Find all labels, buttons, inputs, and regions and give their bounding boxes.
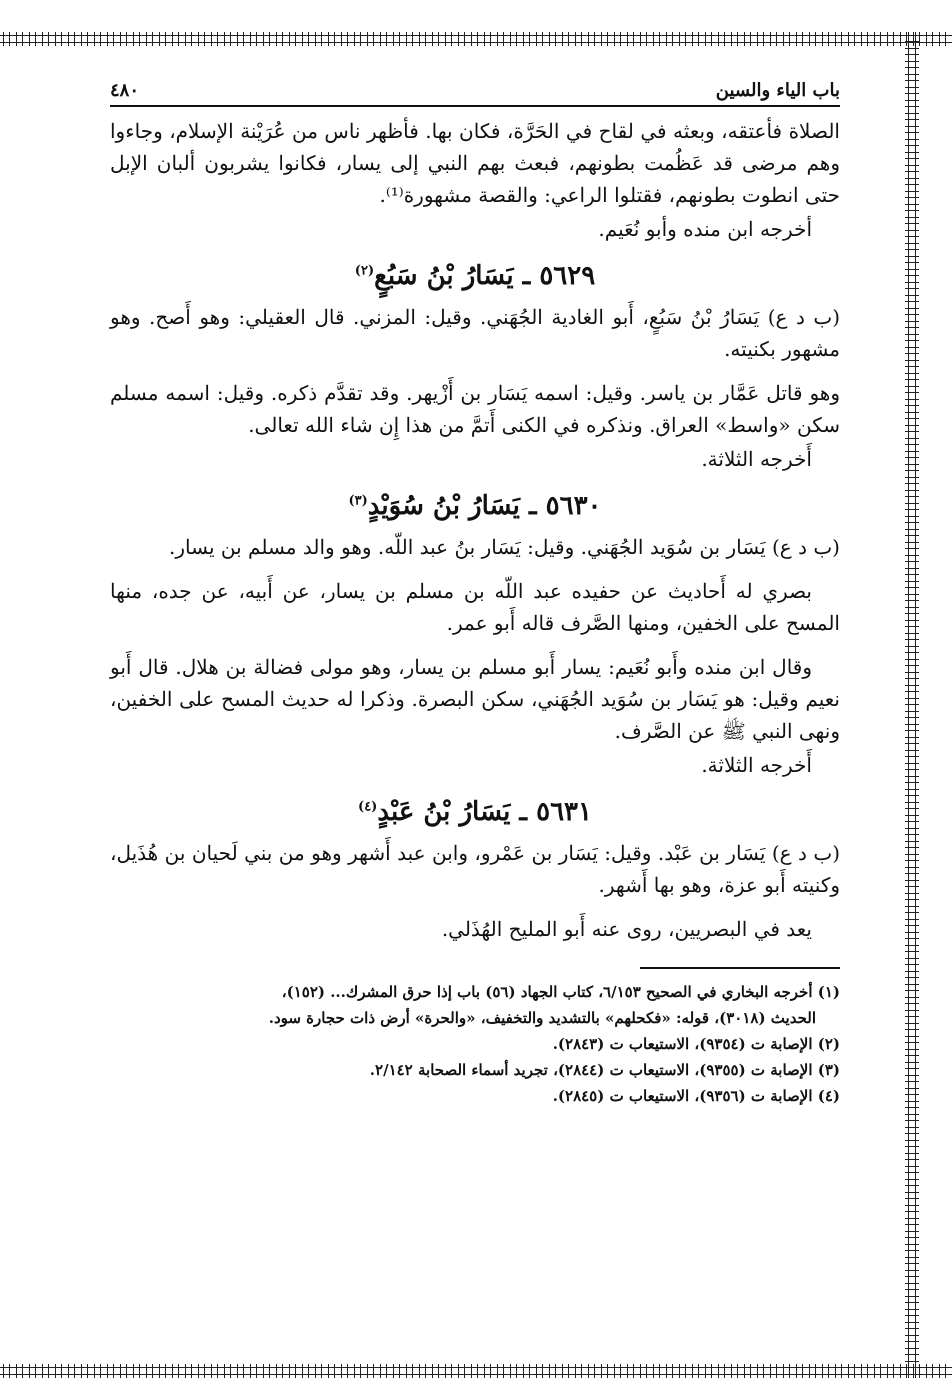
- intro-attribution: أخرجه ابن منده وأبو نُعَيم.: [598, 217, 812, 241]
- footnote: (٤) الإصابة ت (٩٣٥٦)، الاستيعاب ت (٢٨٤٥).: [552, 1087, 840, 1105]
- footnote-ref: (٣): [348, 493, 368, 509]
- page-content: [110, 80, 840, 1109]
- entry-title: ٥٦٣٠ ـ يَسَارُ بْنُ سُوَيْدٍ$^{(٣)}$: [348, 491, 602, 521]
- entry-paragraph: يعد في البصريين، روى عنه أَبو المليح الهُذَلي.: [441, 917, 812, 941]
- footnote-ref: (٢): [354, 263, 375, 279]
- footnotes: [110, 979, 840, 1109]
- footnote-continuation: الحديث (٣٠١٨)، قوله: «فكحلهم» بالتشديد والتخفيف، «والحرة» أرض ذات حجارة سود.: [268, 1009, 816, 1027]
- footnote: (٢) الإصابة ت (٩٣٥٤)، الاستيعاب ت (٢٨٤٣).: [552, 1035, 840, 1053]
- entry-attribution: أَخرجه الثلاثة.: [701, 753, 812, 777]
- page-number: ٤٨٠: [110, 80, 140, 101]
- entry-paragraph: (ب د ع) يَسَار بن سُوَيد الجُهَني. وقيل: يَسَار بنُ عبد اللّه. وهو والد مسلم بن يسار.: [169, 535, 840, 559]
- entry-paragraph: (ب د ع) يَسَارُ بْنُ سَبُعٍ، أَبو الغادية الجُهَني. وقيل: المزني. قال العقيلي: وهو أَصح. وهو مشهور بكنيته.: [110, 305, 840, 361]
- entry-paragraph: وقال ابن منده وأَبو نُعَيم: يسار أَبو مسلم بن يسار، وهو مولى فضالة بن هلال. قال أَبو نعيم وقيل: هو يَسَار بن سُوَيد الجُهَني، سكن البصرة. وذكرا له حديث المسح على الخفين، ونهى النبي ﷺ عن الصَّرف.: [110, 655, 840, 743]
- entry-paragraph: وهو قاتل عَمَّار بن ياسر. وقيل: اسمه يَسَار بن أَزْيهر. وقد تقدَّم ذكره. وقيل: اسمه مسلم سكن «واسط» العراق. ونذكره في الكنى أَتمَّ من هذا إِن شاء الله تعالى.: [110, 381, 840, 437]
- footnote-ref: (٤): [358, 799, 378, 815]
- page-header: [110, 80, 840, 107]
- entry-title: ٥٦٢٩ ـ يَسَارُ بْنُ سَبُعٍ$^{(٢)}$: [354, 261, 596, 291]
- decorative-border-bottom: [0, 1364, 952, 1378]
- decorative-border-right: [905, 32, 919, 1378]
- footnote: (٣) الإصابة ت (٩٣٥٥)، الاستيعاب ت (٢٨٤٤)، تجريد أسماء الصحابة ٢/١٤٢.: [369, 1061, 840, 1079]
- entry-paragraph: (ب د ع) يَسَار بن عَبْد. وقيل: يَسَار بن عَمْرو، وابن عبد أَشهر وهو من بني لَحيان بن هُذَيل، وكنيته أَبو عزة، وهو بها أَشهر.: [110, 841, 840, 897]
- entry-attribution: أَخرجه الثلاثة.: [701, 447, 812, 471]
- footnote-divider: [640, 967, 840, 969]
- decorative-border-top: [0, 32, 952, 46]
- footnote: (١) أخرجه البخاري في الصحيح ٦/١٥٣، كتاب الجهاد (٥٦) باب إذا حرق المشرك... (١٥٢)،: [281, 983, 840, 1001]
- running-title: باب الياء والسين: [715, 80, 840, 101]
- intro-paragraph: الصلاة فأعتقه، وبعثه في لقاح في الحَرَّة، فكان بها. فأظهر ناس من عُرَيْنة الإسلام، وجاءوا وهم مرضى قد عَظُمت بطونهم، فبعث بهم النبي إلى يسار، فكانوا يشربون ألبان الإبل حتى انطوت بطونهم، فقتلوا الراعي: والقصة مشهورة⁽¹⁾.: [110, 119, 840, 207]
- entry-title: ٥٦٣١ ـ يَسَارُ بْنُ عَبْدٍ$^{(٤)}$: [358, 797, 592, 827]
- entry-paragraph: بصري له أَحاديث عن حفيده عبد اللّه بن مسلم بن يسار، عن أَبيه، عن جده، منها المسح على الخفين، ومنها الصَّرف قاله أَبو عمر.: [110, 579, 840, 635]
